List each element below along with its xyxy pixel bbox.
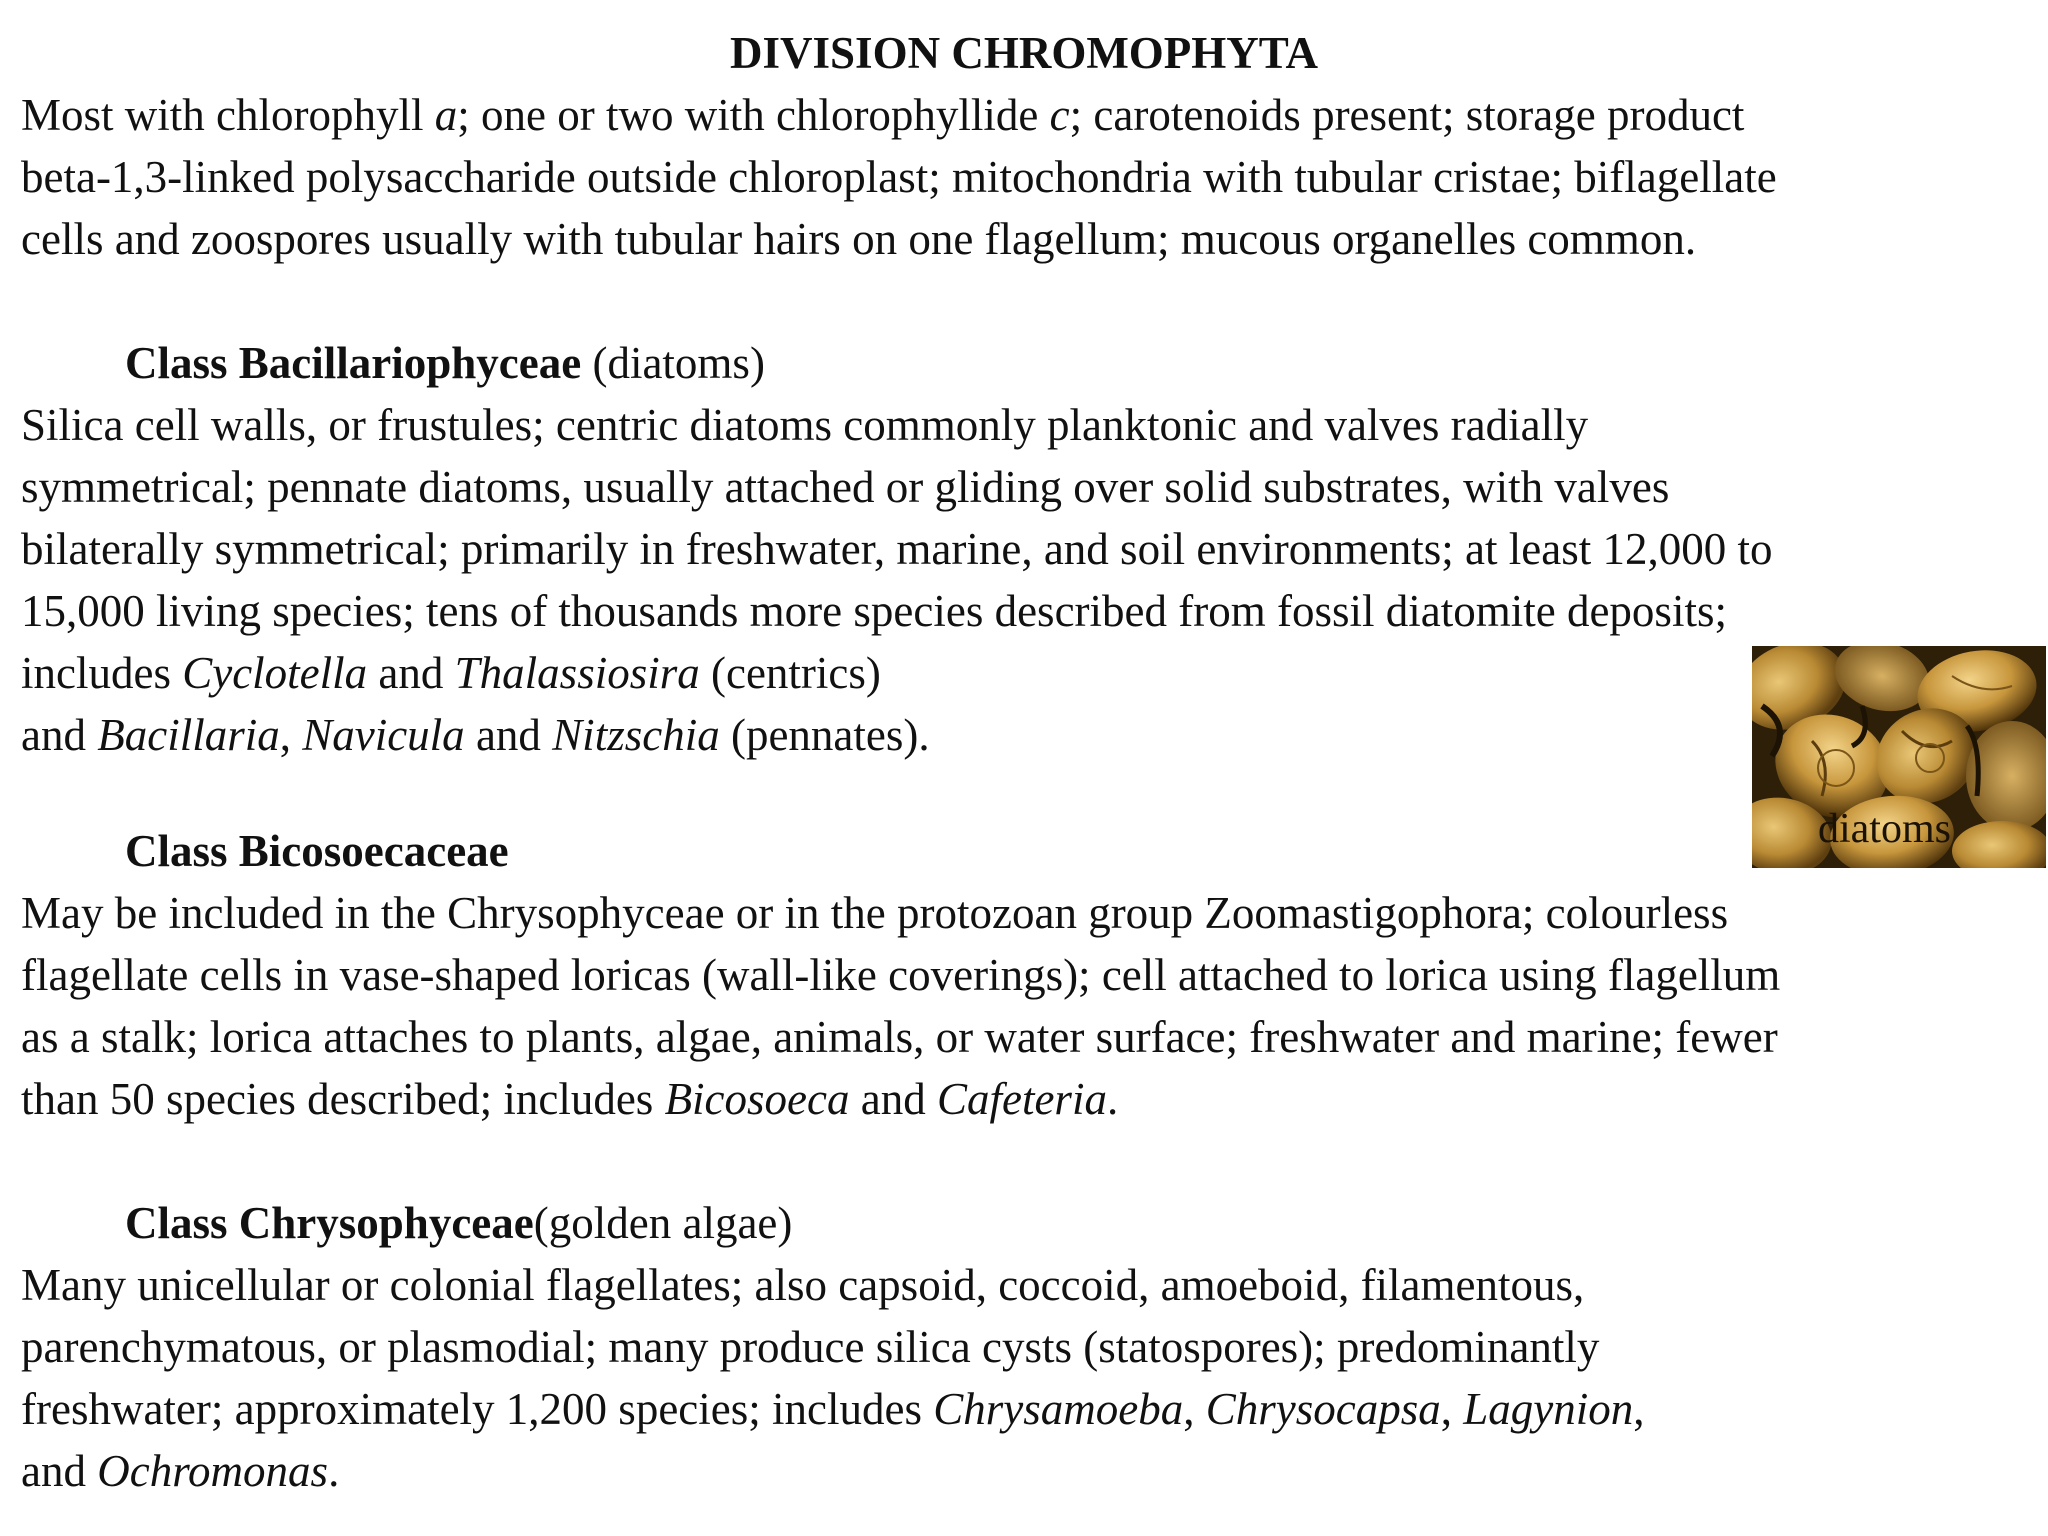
bacillariophyceae-line-2: symmetrical; pennate diatoms, usually attached or gliding over solid substrates, with valves [21, 462, 1670, 512]
bacillariophyceae-line-3: bilaterally symmetrical; primarily in freshwater, marine, and soil environments; at least 12,000 to [21, 524, 1773, 574]
diatoms-caption: diatoms [1818, 806, 1951, 852]
chrysophyceae-line-4: and Ochromonas. [21, 1446, 340, 1496]
chrysophyceae-line-3: freshwater; approximately 1,200 species; includes Chrysamoeba, Chrysocapsa, Lagynion, [21, 1384, 1645, 1434]
heading-bacillariophyceae: Class Bacillariophyceae (diatoms) [125, 338, 765, 388]
bacillariophyceae-line-5: includes Cyclotella and Thalassiosira (centrics) [21, 648, 881, 698]
heading-chrysophyceae: Class Chrysophyceae(golden algae) [125, 1198, 793, 1248]
bicosoecaceae-line-2: flagellate cells in vase-shaped loricas (wall-like coverings); cell attached to lorica using flagellum [21, 950, 1781, 1000]
bacillariophyceae-line-4: 15,000 living species; tens of thousands more species described from fossil diatomite deposits; [21, 586, 1727, 636]
heading-bicosoecaceae: Class Bicosoecaceae [125, 826, 509, 876]
bacillariophyceae-line-1: Silica cell walls, or frustules; centric diatoms commonly planktonic and valves radially [21, 400, 1589, 450]
chrysophyceae-line-1: Many unicellular or colonial flagellates; also capsoid, coccoid, amoeboid, filamentous, [21, 1260, 1585, 1310]
bicosoecaceae-line-4: than 50 species described; includes Bicosoeca and Cafeteria. [21, 1074, 1119, 1124]
chrysophyceae-line-2: parenchymatous, or plasmodial; many produce silica cysts (statospores); predominantly [21, 1322, 1600, 1372]
division-desc-line-2: beta-1,3-linked polysaccharide outside chloroplast; mitochondria with tubular cristae; biflagellate [21, 152, 1777, 202]
bicosoecaceae-line-1: May be included in the Chrysophyceae or in the protozoan group Zoomastigophora; colourless [21, 888, 1729, 938]
bicosoecaceae-line-3: as a stalk; lorica attaches to plants, algae, animals, or water surface; freshwater and marine; fewer [21, 1012, 1778, 1062]
page-title: DIVISION CHROMOPHYTA [730, 28, 1318, 78]
bacillariophyceae-line-6: and Bacillaria, Navicula and Nitzschia (pennates). [21, 710, 930, 760]
diatoms-photo [1752, 646, 2046, 868]
division-desc-line-1: Most with chlorophyll a; one or two with chlorophyllide c; carotenoids present; storage product [21, 90, 1745, 140]
division-desc-line-3: cells and zoospores usually with tubular hairs on one flagellum; mucous organelles common. [21, 214, 1697, 264]
